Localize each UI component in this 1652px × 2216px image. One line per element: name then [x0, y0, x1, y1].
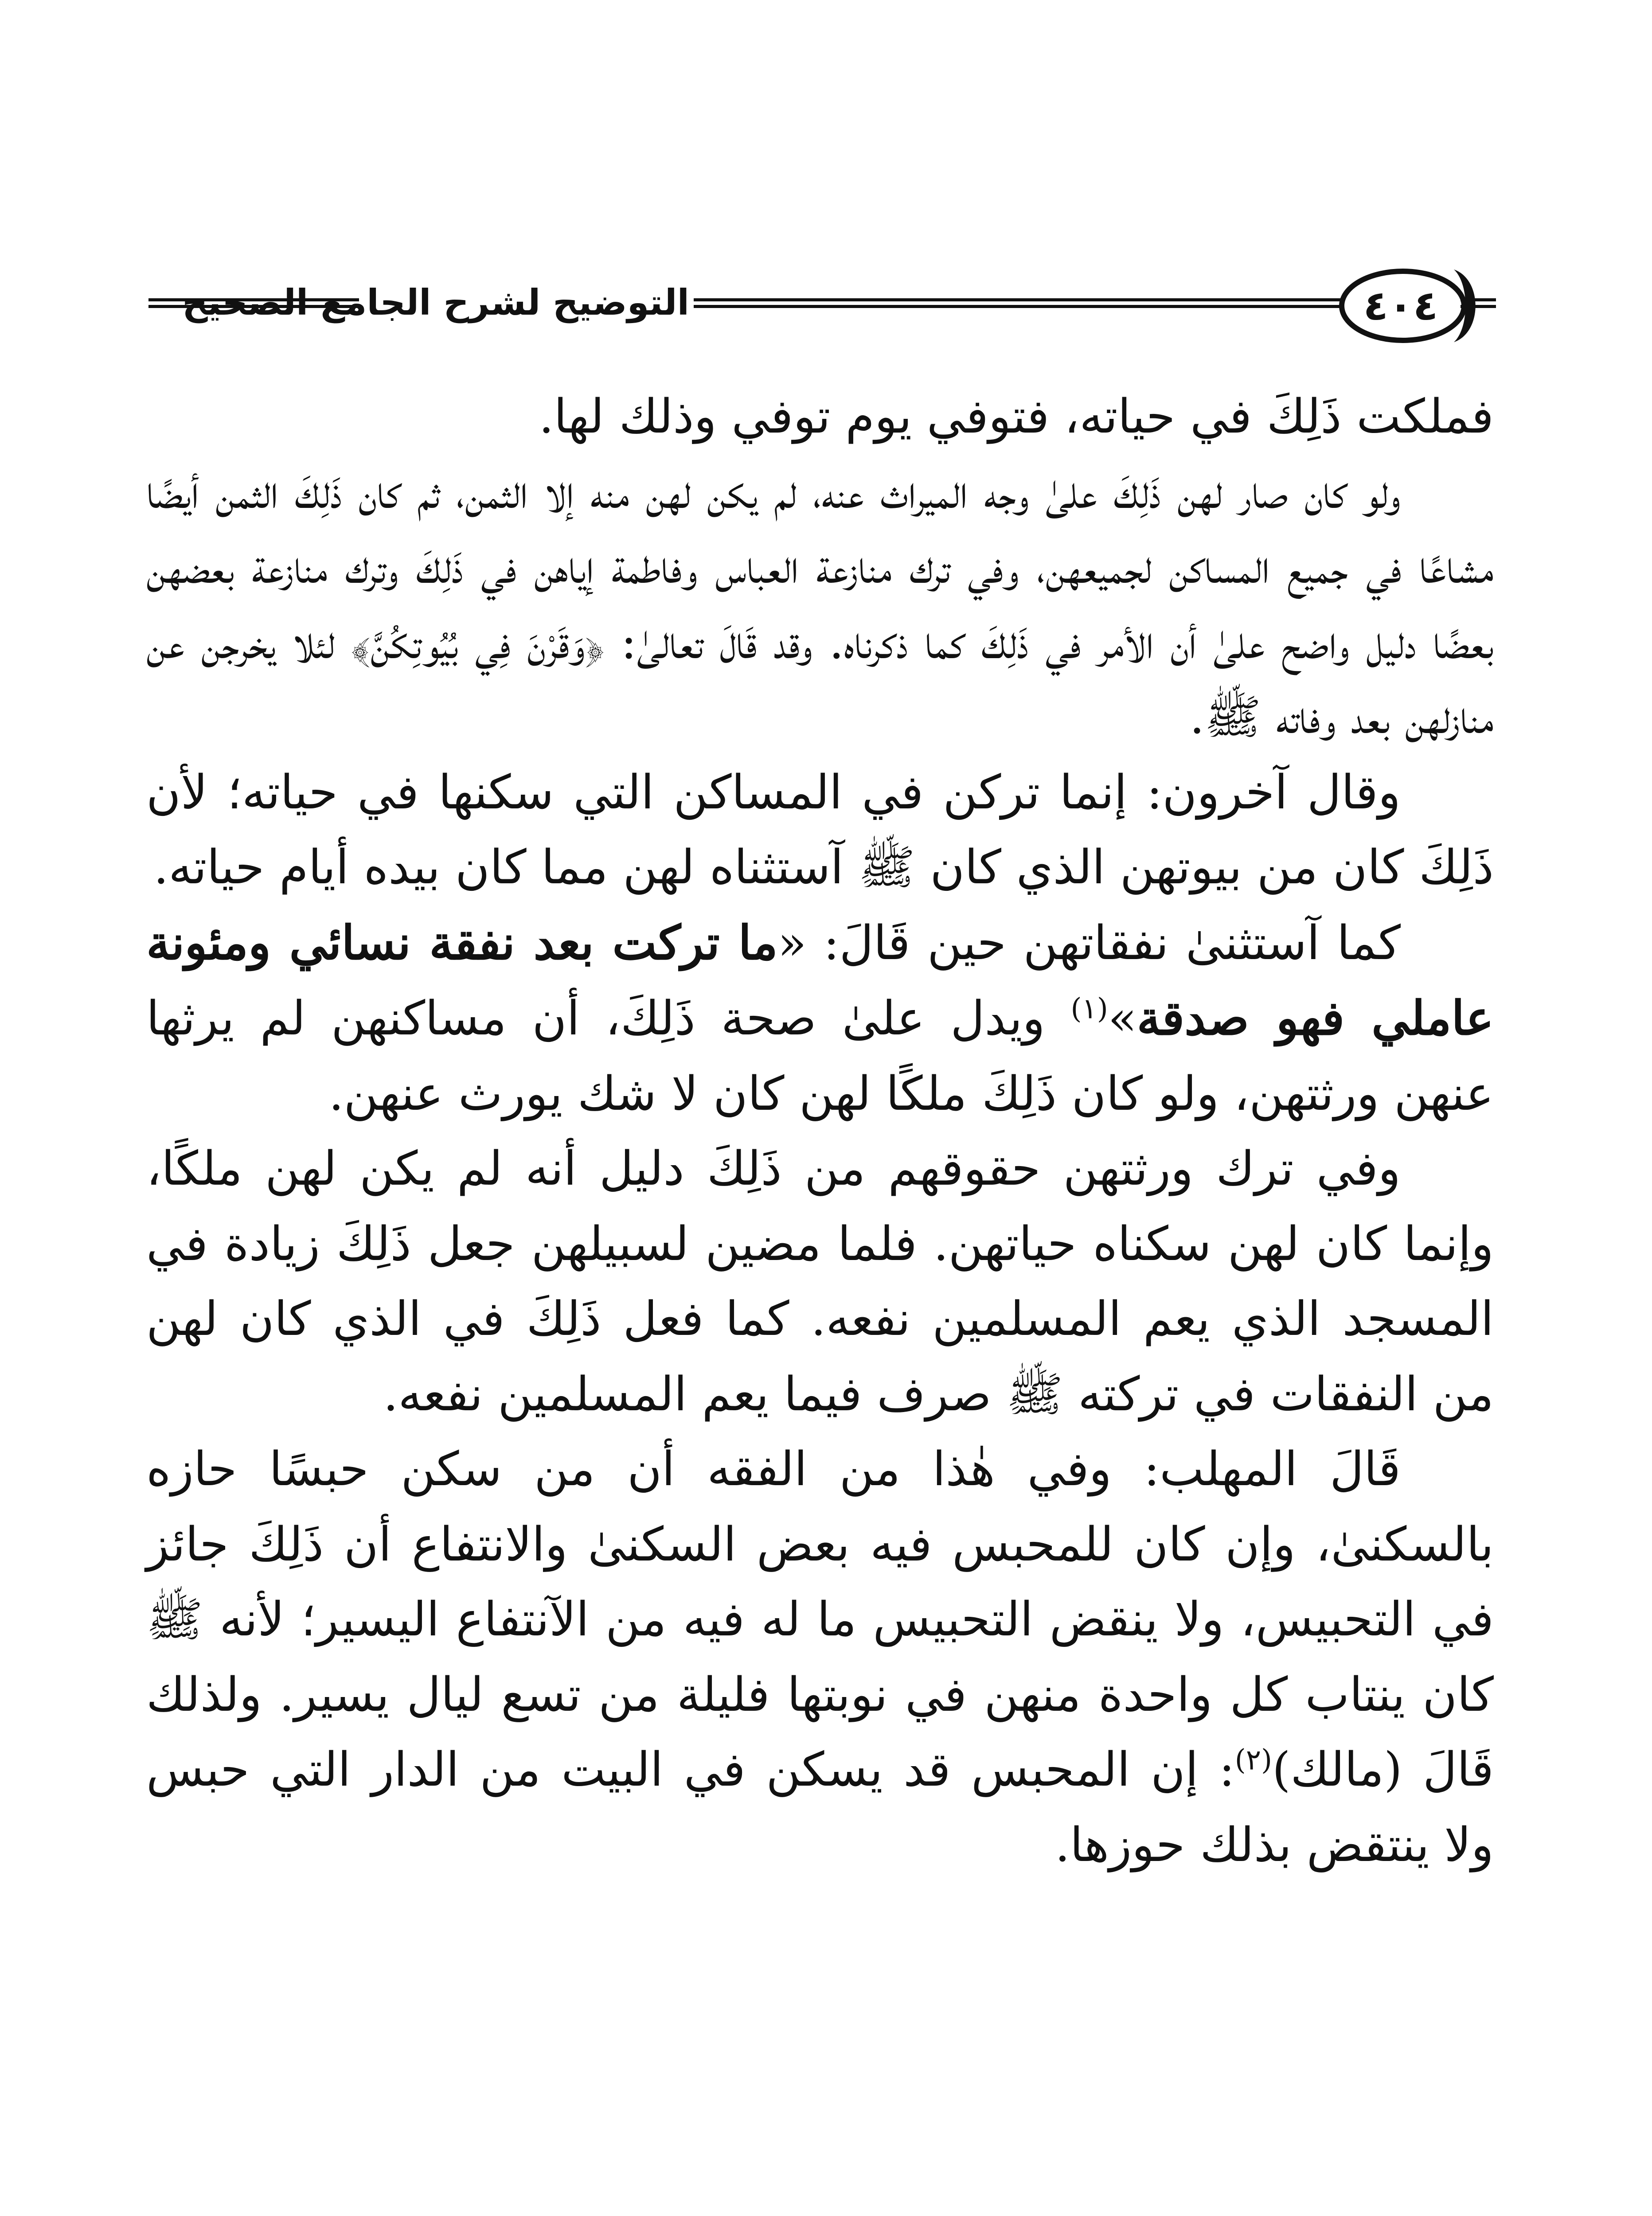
quote-close: » [1108, 991, 1137, 1046]
footnote-ref-2: (٢) [1234, 1744, 1273, 1777]
paragraph-4-intro: كما آستثنىٰ نفقاتهن حين قَالَ: « [777, 915, 1401, 970]
header-rule-right [1461, 298, 1496, 308]
running-title: التوضيح لشرح الجامع الصحيح [182, 282, 689, 323]
header-rule-middle [694, 298, 1341, 308]
paragraph-5: وفي ترك ورثتهن حقوقهم من ذَلِكَ دليل أنه لم يكن لهن ملكًا، وإنما كان لهن سكناه حياتهن. فلما مضين لسبيلهن جعل ذَلِكَ زيادة في المسجد الذي يعم المسلمين نفعه. كما فعل ذَلِكَ في الذي كان لهن من النفقات في تركته ﷺ صرف فيما يعم المسلمين نفعه. [146, 1141, 1494, 1421]
paragraph-4-rest: ويدل علىٰ صحة ذَلِكَ، أن مساكنهن لم يرثها عنهن ورثتهن، ولو كان ذَلِكَ ملكًا لهن كان لا شك يورث عنهن. [146, 991, 1494, 1121]
paragraph-1: فملكت ذَلِكَ في حياته، فتوفي يوم توفي وذلك لها. [539, 389, 1494, 444]
paragraph-3: وقال آخرون: إنما تركن في المساكن التي سكنها في حياته؛ لأن ذَلِكَ كان من بيوتهن الذي كان ﷺ آستثناه لهن مما كان بيده أيام حياته. [146, 765, 1494, 894]
paragraph-6-intro: قَالَ المهلب: وفي هٰذا من الفقه أن من سكن حبسًا حازه بالسكنىٰ، وإن كان للمحبس فيه بعض السكنىٰ والانتفاع أن ذَلِكَ جائز في التحبيس، ولا ينقض التحبيس ما له فيه من الآنتفاع اليسير؛ لأنه ﷺ كان ينتاب كل واحدة منهن في نوبتها فليلة من تسع ليال يسير. ولذلك قَالَ (مالك) [146, 1442, 1494, 1797]
hadith-quote: ما تركت بعد نفقة نسائي ومئونة عاملي فهو صدقة [146, 914, 1494, 1046]
footnote-ref-1: (١) [1070, 992, 1108, 1026]
page-number: ٤٠٤ [1363, 282, 1438, 329]
paragraph-6-rest: : إن المحبس قد يسكن في البيت من الدار التي حبس ولا ينتقض بذلك حوزها. [146, 1742, 1494, 1872]
paragraph-6 [146, 1432, 1494, 1882]
body-text [146, 379, 1494, 1882]
page-header [148, 261, 1496, 355]
paragraph-2: ولو كان صار لهن ذَلِكَ علىٰ وجه الميراث عنه، لم يكن لهن منه إلا الثمن، ثم كان ذَلِكَ الثمن أيضًا مشاعًا في جميع المساكن لجميعهن، وفي ترك منازعة العباس وفاطمة إياهن في ذَلِكَ وترك منازعة بعضهن بعضًا دليل واضح علىٰ أن الأمر في ذَلِكَ كما ذكرناه. وقد قَالَ تعالىٰ: ﴿وَقَرْنَ فِي بُيُوتِكُنَّ﴾ لئلا يخرجن عن منازلهن بعد وفاته ﷺ. [146, 464, 1494, 744]
paragraph-4 [146, 905, 1494, 1131]
